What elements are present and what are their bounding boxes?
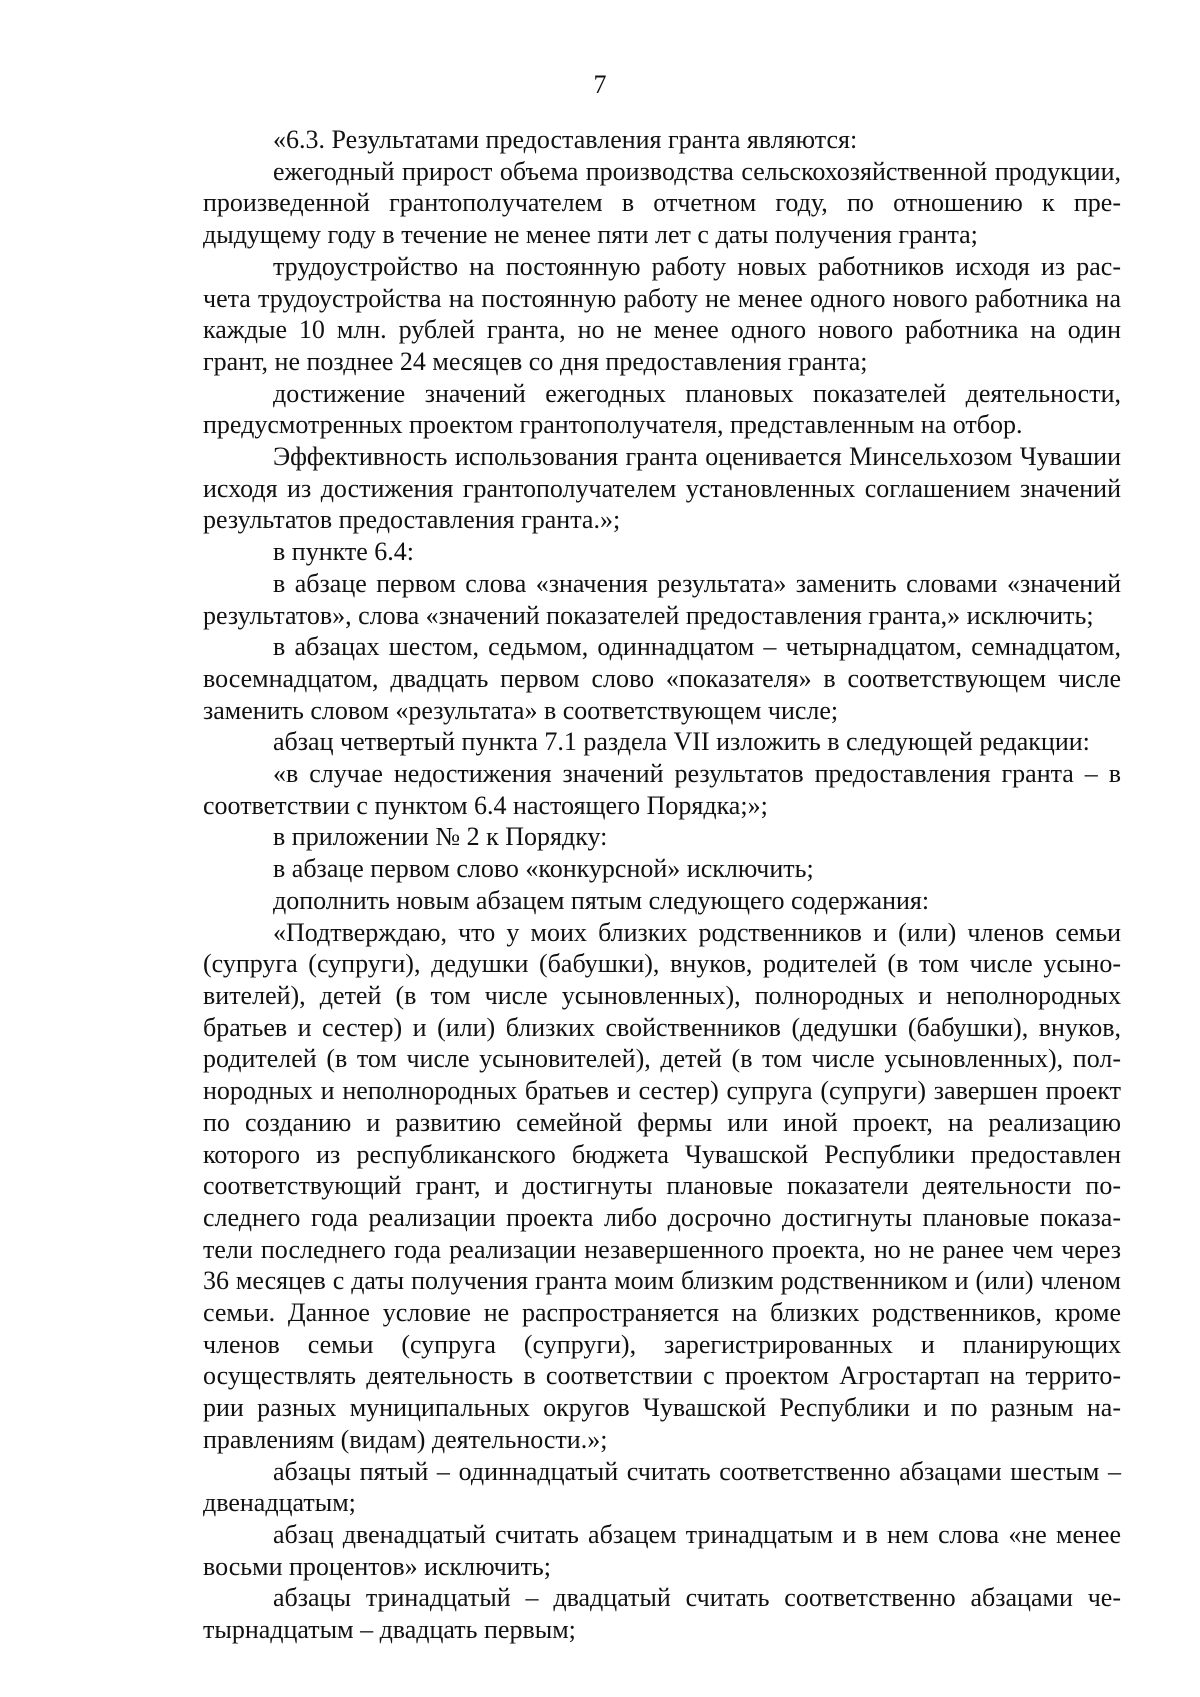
paragraph-confirmation-text: «Подтверждаю, что у моих близких родственников и (или) членов семьи (супруга (супруги), дедушки (бабушки), внуков, родителей (в том числе усыновителей), детей (в том числе усыновленных), полнородных и неполнородных братьев и сестер) и (или) близких свойственников (дедушки (бабушки), внуков, родителей (в том числе усыновителей), детей (в том числе усыновленных), полнородных и неполнородных братьев и сестер) супруга (супруги) завершен проект по созданию и развитию семейной фермы или иной проект, на реализацию которого из республиканского бюджета Чувашской Республики предоставлен соответствующий грант, и достигнуты плановые показатели деятельности последнего года реализации проекта либо досрочно достигнуты плановые показатели последнего года реализации незавершенного проекта, но не ранее чем через 36 месяцев с даты получения гранта моим близким родственником и (или) членом семьи. Данное условие не распространяется на близких родственников, кроме членов семьи (супруга (супруги), зарегистрированных и планирующих осуществлять деятельность в соответствии с проектом Агростартап на территории разных муниципальных округов Чувашской Республики и по разным направлениям (видам) деятельности.»; (203, 917, 1121, 1454)
paragraph-add-fifth: дополнить новым абзацем пятым следующего содержания: (273, 885, 930, 915)
paragraph-sixth-seventh: в абзацах шестом, седьмом, одиннадцатом – четырнадцатом, семнадцатом, восемнадцатом, двадцать первом слово «показателя» в соответствующем числе заменить словом «результата» в соответствующем числе; (203, 632, 1121, 725)
paragraph-clause-6-4: в пункте 6.4: (273, 537, 415, 567)
paragraph-employment: трудоустройство на постоянную работу новых работников исходя из расчета трудоустройства на постоянную работу не менее одного нового работника на каждые 10 млн. рублей гранта, но не менее одного нового работника на один грант, не позднее 24 месяцев со дня предоставления гранта; (203, 251, 1121, 376)
paragraph-non-achievement: «в случае недостижения значений результатов предоставления гранта – в соответствии с пунктом 6.4 настоящего Порядка;»; (203, 759, 1121, 820)
paragraph-clause-7-1: абзац четвертый пункта 7.1 раздела VII изложить в следующей редакции: (273, 727, 1090, 757)
paragraph-production-growth: ежегодный прирост объема производства сельскохозяйственной продукции, произведенной грантополучателем в отчетном году, по отношению к предыдущему году в течение не менее пяти лет с даты получения гранта; (203, 156, 1121, 250)
paragraph-renumber-13-20: абзацы тринадцатый – двадцатый считать соответственно абзацами четырнадцатым – двадцать первым; (203, 1583, 1121, 1645)
page-number: 7 (593, 70, 607, 99)
paragraph-twelfth: абзац двенадцатый считать абзацем тринадцатым и в нем слова «не менее восьми процентов» исключить; (203, 1519, 1121, 1581)
paragraph-appendix-2: в приложении № 2 к Порядку: (273, 822, 608, 852)
paragraph-planned-indicators: достижение значений ежегодных плановых показателей деятельности, предусмотренных проектом грантополучателя, представленным на отбор. (203, 378, 1121, 440)
paragraph-renumber-5-11: абзацы пятый – одиннадцатый считать соответственно абзацами шестым – двенадцатым; (203, 1456, 1121, 1518)
paragraph-first-subparagraph: в абзаце первом слова «значения результата» заменить словами «значений результатов», слова «значений показателей предоставления гранта,» исключить; (203, 568, 1121, 630)
paragraph-efficiency: Эффективность использования гранта оценивается Минсельхозом Чувашии исходя из достижения грантополучателем установленных соглашением значений результатов предоставления гранта.»; (203, 442, 1121, 535)
paragraph-6-3-heading: «6.3. Результатами предоставления гранта являются: (273, 125, 858, 154)
paragraph-competitive-word: в абзаце первом слово «конкурсной» исключить; (273, 854, 814, 884)
document-body (203, 124, 1121, 1646)
